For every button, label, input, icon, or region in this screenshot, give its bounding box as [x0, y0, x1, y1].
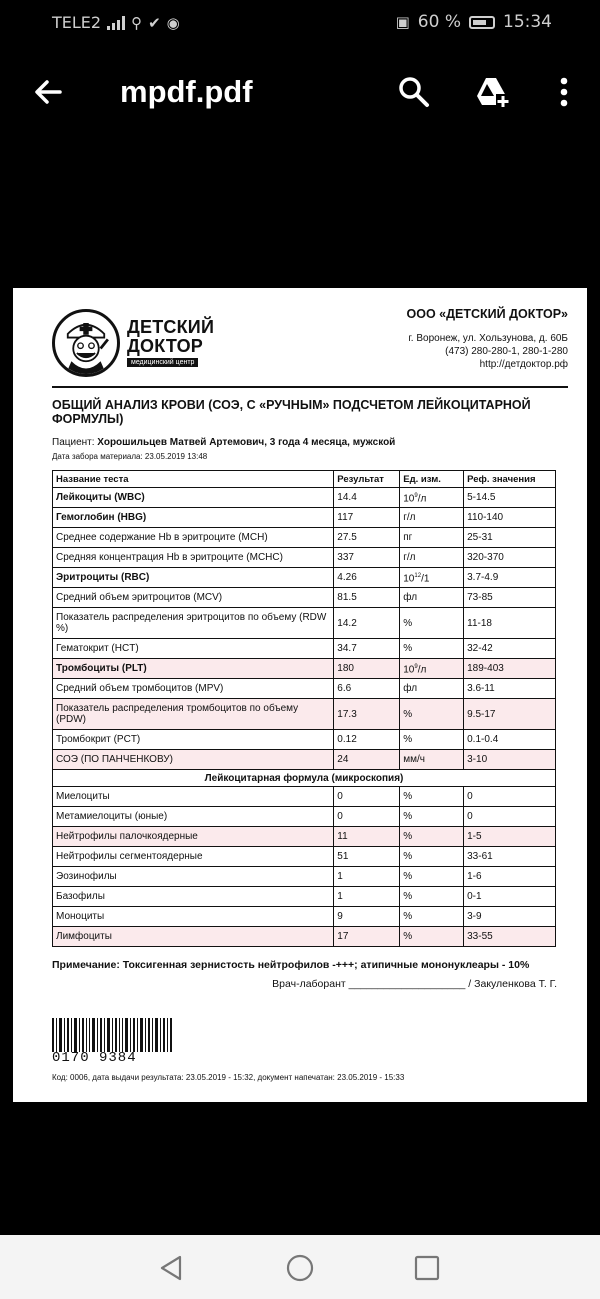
company-name: ООО «ДЕТСКИЙ ДОКТОР»: [406, 307, 568, 321]
test-unit: %: [400, 608, 464, 639]
unit-exponent: 9: [414, 492, 418, 499]
battery-icon: [469, 16, 495, 29]
test-result: 117: [334, 508, 400, 528]
header-test-name: Название теста: [53, 471, 334, 488]
search-icon[interactable]: [396, 74, 432, 110]
patient-info: [52, 437, 395, 448]
test-result: 0: [334, 787, 400, 807]
table-row: [53, 588, 556, 608]
test-reference: 11-18: [464, 608, 556, 639]
test-reference: 0.1-0.4: [464, 730, 556, 750]
test-reference: 3.6-11: [464, 679, 556, 699]
add-to-drive-icon[interactable]: [474, 74, 510, 110]
test-reference: 9.5-17: [464, 699, 556, 730]
table-row: [53, 807, 556, 827]
table-row-flagged: [53, 750, 556, 770]
status-bar: [0, 0, 600, 46]
patient-name: Хорошильцев Матвей Артемович, 3 года 4 месяца, мужской: [97, 437, 396, 448]
test-unit: [400, 488, 464, 508]
test-result: 4.26: [334, 568, 400, 588]
brand-name: [127, 318, 214, 356]
nav-home-icon[interactable]: [285, 1253, 315, 1283]
app-bar: [0, 46, 600, 142]
pdf-page[interactable]: [13, 288, 587, 1102]
test-name: Гематокрит (HCT): [53, 639, 334, 659]
table-row: [53, 548, 556, 568]
chrome-notification-icon: ◉: [166, 13, 180, 32]
document-footer: Код: 0006, дата выдачи результата: 23.05.2019 - 15:32, документ напечатан: 23.05.2019 - 15:33: [52, 1073, 405, 1082]
test-name: Эозинофилы: [53, 867, 334, 887]
barcode-icon: [52, 1018, 172, 1052]
test-unit: [400, 568, 464, 588]
table-row: [53, 508, 556, 528]
test-reference: 33-61: [464, 847, 556, 867]
table-row: [53, 608, 556, 639]
sample-date: Дата забора материала: 23.05.2019 13:48: [52, 452, 208, 461]
signal-icon: [107, 16, 125, 30]
test-result: 0: [334, 807, 400, 827]
report-note: Примечание: Токсигенная зернистость нейтрофилов -+++; атипичные мононуклеары - 10%: [52, 959, 530, 971]
table-header-row: [53, 471, 556, 488]
test-name: Гемоглобин (HBG): [53, 508, 334, 528]
test-reference: 320-370: [464, 548, 556, 568]
test-result: 14.4: [334, 488, 400, 508]
test-result: 180: [334, 659, 400, 679]
test-reference: 0: [464, 787, 556, 807]
patient-label: Пациент:: [52, 437, 95, 448]
unit-base: 10: [403, 493, 415, 505]
table-row: [53, 679, 556, 699]
doctor-logo-icon: [52, 309, 120, 377]
report-heading: ОБЩИЙ АНАЛИЗ КРОВИ (СОЭ, С «РУЧНЫМ» ПОДСЧЕТОМ ЛЕЙКОЦИТАРНОЙ ФОРМУЛЫ): [52, 398, 531, 426]
test-unit: г/л: [400, 508, 464, 528]
check-notification-icon: ✔: [148, 13, 161, 32]
test-reference: 73-85: [464, 588, 556, 608]
brand-subtitle: медицинский центр: [127, 358, 198, 367]
test-reference: 1-6: [464, 867, 556, 887]
test-name: СОЭ (ПО ПАНЧЕНКОВУ): [53, 750, 334, 770]
test-result: 17.3: [334, 699, 400, 730]
test-name: Миелоциты: [53, 787, 334, 807]
clock: 15:34: [503, 12, 552, 32]
test-reference: 5-14.5: [464, 488, 556, 508]
test-name: Лимфоциты: [53, 927, 334, 947]
test-unit: %: [400, 699, 464, 730]
test-reference: 0: [464, 807, 556, 827]
table-row: [53, 730, 556, 750]
test-reference: 1-5: [464, 827, 556, 847]
nav-recents-icon[interactable]: [412, 1253, 442, 1283]
test-result: 14.2: [334, 608, 400, 639]
unit-rest: /л: [417, 664, 427, 676]
test-result: 11: [334, 827, 400, 847]
unit-exponent: 12: [414, 572, 422, 579]
test-reference: 3.7-4.9: [464, 568, 556, 588]
test-result: 1: [334, 887, 400, 907]
test-reference: 33-55: [464, 927, 556, 947]
test-reference: 32-42: [464, 639, 556, 659]
brand-line-2: ДОКТОР: [127, 336, 204, 356]
test-unit: фл: [400, 679, 464, 699]
test-unit: %: [400, 927, 464, 947]
status-right: [396, 12, 552, 32]
company-address: [408, 332, 568, 371]
header-reference: Реф. значения: [464, 471, 556, 488]
nav-back-icon[interactable]: [156, 1253, 186, 1283]
search-notification-icon: ⚲: [131, 13, 143, 32]
test-result: 51: [334, 847, 400, 867]
table-row-flagged: [53, 699, 556, 730]
test-result: 0.12: [334, 730, 400, 750]
table-row-flagged: [53, 659, 556, 679]
table-row: [53, 528, 556, 548]
unit-exponent: 9: [414, 663, 418, 670]
table-row: [53, 488, 556, 508]
brand-line-1: ДЕТСКИЙ: [127, 317, 215, 337]
battery-percent: 60 %: [417, 12, 461, 32]
test-reference: 3-9: [464, 907, 556, 927]
header-result: Результат: [334, 471, 400, 488]
system-nav-bar: [0, 1235, 600, 1299]
test-unit: %: [400, 807, 464, 827]
header-unit: Ед. изм.: [400, 471, 464, 488]
test-unit: мм/ч: [400, 750, 464, 770]
test-unit: %: [400, 847, 464, 867]
test-result: 9: [334, 907, 400, 927]
table-row: [53, 867, 556, 887]
unit-rest: /1: [421, 573, 430, 585]
test-unit: %: [400, 639, 464, 659]
section-title: Лейкоцитарная формула (микроскопия): [53, 770, 556, 787]
test-result: 27.5: [334, 528, 400, 548]
test-result: 6.6: [334, 679, 400, 699]
test-name: Показатель распределения эритроцитов по объему (RDW %): [53, 608, 334, 639]
test-result: 1: [334, 867, 400, 887]
status-left: [52, 13, 180, 32]
test-unit: %: [400, 887, 464, 907]
test-unit: %: [400, 827, 464, 847]
table-row: [53, 907, 556, 927]
test-unit: фл: [400, 588, 464, 608]
barcode-number: 0170 9384: [52, 1050, 137, 1066]
phones-line: (473) 280-280-1, 280-1-280: [445, 346, 568, 357]
section-row: [53, 770, 556, 787]
test-unit: %: [400, 867, 464, 887]
test-result: 81.5: [334, 588, 400, 608]
test-name: Нейтрофилы палочкоядерные: [53, 827, 334, 847]
test-name: Метамиелоциты (юные): [53, 807, 334, 827]
test-reference: 3-10: [464, 750, 556, 770]
table-row: [53, 568, 556, 588]
signature-line: Врач-лаборант ____________________ / Закуленкова Т. Г.: [272, 978, 557, 990]
test-unit: %: [400, 907, 464, 927]
more-options-icon[interactable]: [546, 74, 582, 110]
test-name: Базофилы: [53, 887, 334, 907]
test-name: Тромбокрит (PCT): [53, 730, 334, 750]
table-row: [53, 787, 556, 807]
table-row: [53, 639, 556, 659]
test-reference: 189-403: [464, 659, 556, 679]
test-unit: %: [400, 730, 464, 750]
header-divider: [52, 386, 568, 388]
nfc-icon: ▣: [395, 13, 410, 31]
table-row: [53, 887, 556, 907]
document-title: mpdf.pdf: [120, 74, 253, 109]
test-result: 34.7: [334, 639, 400, 659]
test-name: Нейтрофилы сегментоядерные: [53, 847, 334, 867]
test-name: Средний объем тромбоцитов (MPV): [53, 679, 334, 699]
test-result: 24: [334, 750, 400, 770]
carrier-label: TELE2: [52, 13, 102, 32]
test-name: Средняя концентрация Hb в эритроците (MCHC): [53, 548, 334, 568]
test-reference: 0-1: [464, 887, 556, 907]
results-table: [52, 470, 556, 947]
test-name: Показатель распределения тромбоцитов по объему (PDW): [53, 699, 334, 730]
test-name: Среднее содержание Hb в эритроците (MCH): [53, 528, 334, 548]
test-unit: пг: [400, 528, 464, 548]
website-line: http://детдоктор.рф: [479, 359, 568, 370]
table-row-flagged: [53, 827, 556, 847]
test-reference: 110-140: [464, 508, 556, 528]
test-unit: [400, 659, 464, 679]
test-result: 337: [334, 548, 400, 568]
table-row-flagged: [53, 927, 556, 947]
test-reference: 25-31: [464, 528, 556, 548]
test-name: Лейкоциты (WBC): [53, 488, 334, 508]
test-unit: г/л: [400, 548, 464, 568]
test-name: Тромбоциты (PLT): [53, 659, 334, 679]
back-arrow-icon[interactable]: [30, 74, 66, 110]
test-name: Средний объем эритроцитов (MCV): [53, 588, 334, 608]
address-line: г. Воронеж, ул. Хользунова, д. 60Б: [408, 333, 568, 344]
unit-base: 10: [403, 664, 415, 676]
test-name: Моноциты: [53, 907, 334, 927]
test-result: 17: [334, 927, 400, 947]
unit-base: 10: [403, 573, 415, 585]
test-name: Эритроциты (RBC): [53, 568, 334, 588]
unit-rest: /л: [417, 493, 427, 505]
test-unit: %: [400, 787, 464, 807]
table-row: [53, 847, 556, 867]
